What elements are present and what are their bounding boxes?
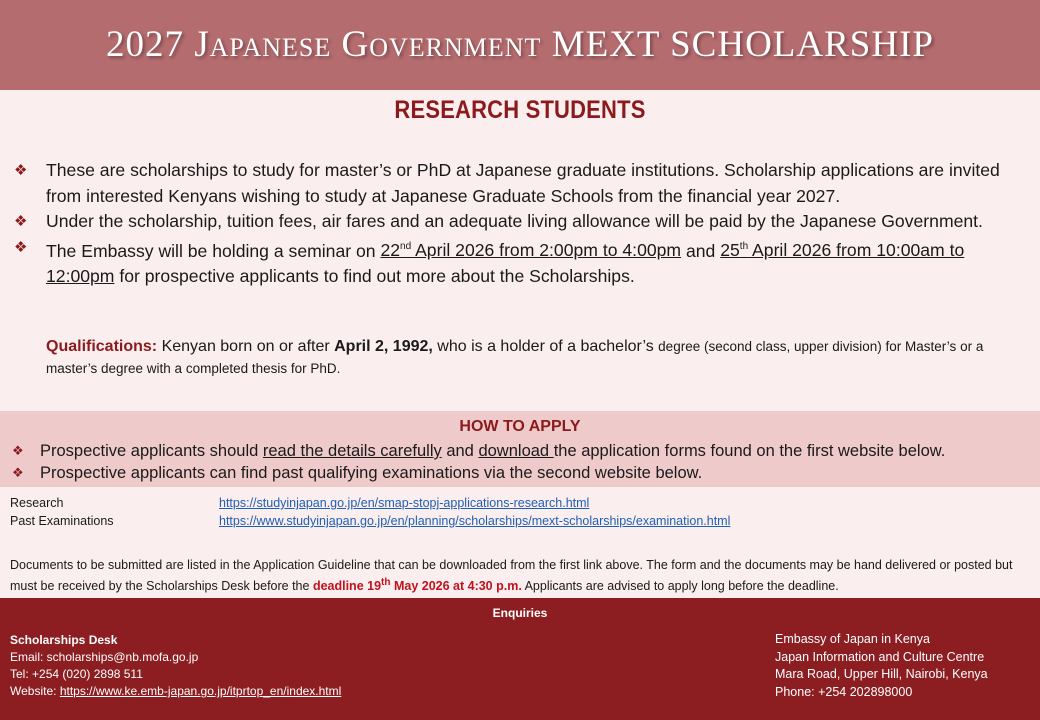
deadline: deadline 19th May 2026 at 4:30 p.m. [312, 577, 522, 594]
page-title: 2027 Japanese Government MEXT SCHOLARSHIP [105, 24, 934, 65]
website-link[interactable]: https://www.ke.emb-japan.go.jp/itprtop_en/index.html [59, 684, 342, 698]
diamond-bullet-icon: ❖ [12, 465, 24, 480]
desk-title: Scholarships Desk [10, 633, 118, 647]
page-header [0, 0, 1040, 90]
list-item [14, 235, 1029, 290]
bullet-text: Prospective applicants can find past qualifying examinations via the second website below. [40, 464, 703, 482]
birth-date: April 2, 1992, [334, 338, 433, 355]
bullet-text: The Embassy will be holding a seminar on 22nd April 2026 from 2:00pm to 4:00pm and 25th April 2026 from 10:00am to 12:00pm for prospective applicants to find out more about the Scholarships. [46, 240, 965, 286]
list-item [14, 158, 1029, 209]
embassy-line: Mara Road, Upper Hill, Nairobi, Kenya [775, 667, 988, 681]
link-label: Research [10, 496, 64, 510]
section-title: RESEARCH STUDENTS [394, 96, 646, 124]
list-item [14, 209, 1029, 235]
desk-website: Website: https://www.ke.emb-japan.go.jp/itprtop_en/index.html [10, 684, 342, 698]
list-item [12, 462, 1032, 484]
bullet-text: These are scholarships to study for master’s or PhD at Japanese graduate institutions. Scholarship applications are invited from interested Kenyans wishing to study at Japanese Graduate Schools from the financial year 2027. [46, 160, 1000, 206]
bullet-text: Prospective applicants should read the details carefully and download the application forms found on the first website below. [40, 442, 946, 460]
link-row-research [10, 494, 730, 512]
qualifications-label: Qualifications: [46, 338, 158, 355]
embassy-line: Japan Information and Culture Centre [775, 649, 985, 664]
bullet-text: Under the scholarship, tuition fees, air fares and an adequate living allowance will be paid by the Japanese Government. [46, 211, 983, 231]
links-table [10, 494, 730, 530]
diamond-bullet-icon: ❖ [12, 443, 24, 458]
research-link[interactable]: https://studyinjapan.go.jp/en/smap-stopj-applications-research.html [219, 496, 590, 510]
seminar-date-1: 22nd April 2026 from 2:00pm to 4:00pm [380, 240, 682, 261]
enquiries-title: Enquiries [492, 606, 548, 620]
link-row-past-examinations [10, 512, 730, 530]
link-label: Past Examinations [10, 514, 114, 528]
desk-email: Email: scholarships@nb.mofa.go.jp [10, 650, 199, 664]
intro-bullets [14, 158, 1029, 289]
embassy-line: Embassy of Japan in Kenya [775, 632, 930, 646]
embassy-line: Phone: +254 202898000 [775, 684, 913, 699]
seminar-date-2: 25th April 2026 from 10:00am to 12:00pm [46, 240, 965, 286]
scholarships-desk-contact [10, 632, 341, 700]
apply-bullets [12, 440, 1032, 484]
desk-phone: Tel: +254 (020) 2898 511 [10, 667, 143, 681]
diamond-bullet-icon: ❖ [14, 238, 28, 256]
diamond-bullet-icon: ❖ [14, 162, 28, 179]
past-examinations-link[interactable]: https://www.studyinjapan.go.jp/en/planning/scholarships/mext-scholarships/examination.html [219, 514, 731, 528]
diamond-bullet-icon: ❖ [14, 213, 28, 230]
list-item [12, 440, 1032, 462]
qualifications: Qualifications: Kenyan born on or after April 2, 1992, who is a holder of a bachelor’s degree (second class, upper division) for Master’s or a master’s degree with a completed thesis for PhD. [46, 338, 984, 376]
embassy-address [775, 631, 988, 701]
documents-note: Documents to be submitted are listed in the Application Guideline that can be downloaded from the first link above. The form and the documents may be hand delivered or posted but must be received by the Scholarships Desk before the deadline 19th May 2026 at 4:30 p.m. Applicants are advised to apply long before the deadline. [10, 558, 1013, 594]
how-to-apply-title: HOW TO APPLY [459, 418, 581, 435]
